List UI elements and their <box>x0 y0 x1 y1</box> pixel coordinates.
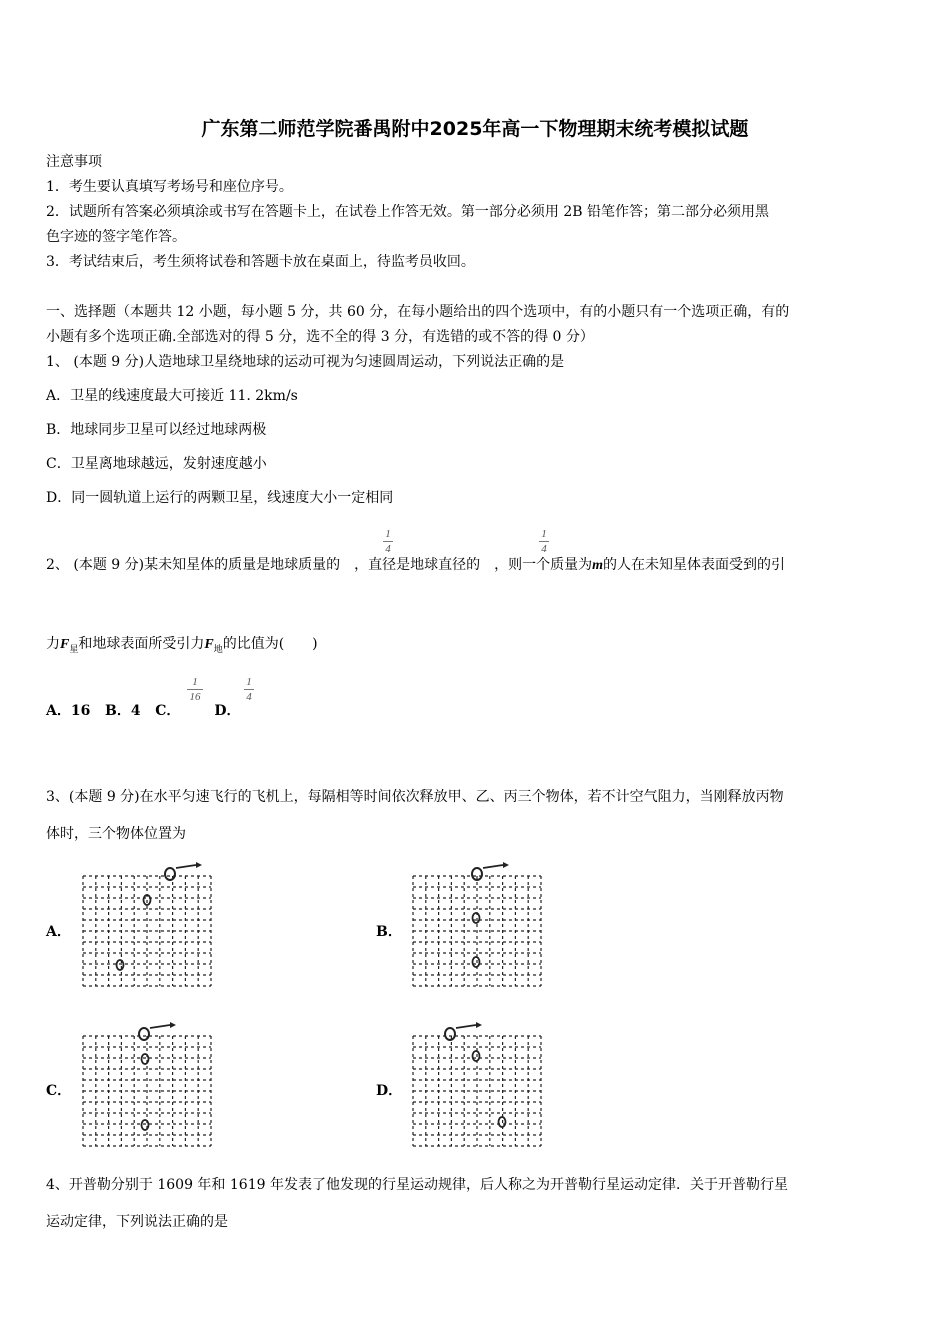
falling-object <box>142 1120 149 1130</box>
falling-object <box>142 1054 149 1064</box>
fraction-numerator: 1 <box>541 528 547 540</box>
dashed-grid <box>413 1036 541 1146</box>
q3-option-b-label: B． <box>376 924 402 940</box>
q3-figure-b <box>410 858 546 992</box>
q2-text: 和地球表面所受引力 <box>78 636 205 652</box>
fraction-denominator: 4 <box>246 691 252 703</box>
q2-stem-part4: 的人在未知星体表面受到的引 <box>602 557 785 573</box>
q2-stem-part2: ，直径是地球直径的 <box>354 557 481 573</box>
q1-option-d: D．同一圆轨道上运行的两颗卫星，线速度大小一定相同 <box>46 490 394 506</box>
falling-object <box>473 957 480 967</box>
q2-text: 的比值为( ) <box>222 636 318 652</box>
q3-option-a-label: A． <box>46 924 71 940</box>
q2-sub-star: 星 <box>69 644 79 655</box>
dashed-grid <box>413 876 541 986</box>
q4-stem: 4、开普勒分别于 1609 年和 1619 年发表了他发现的行星运动规律，后人称之为开普勒行星运动定律．关于开普勒行星 <box>46 1177 788 1193</box>
q2-var-m: m <box>592 558 603 573</box>
q2-option-d-fraction <box>244 676 254 703</box>
section-heading: 一、选择题（本题共 12 小题，每小题 5 分，共 60 分，在每小题给出的四个选项中，有的小题只有一个选项正确，有的 <box>46 304 790 320</box>
q2-options <box>46 701 240 721</box>
q3-option-d-label: D． <box>376 1083 403 1099</box>
notice-item: 3．考试结束后，考生须将试卷和答题卡放在桌面上，待监考员收回。 <box>46 254 475 270</box>
notice-item: 色字迹的签字笔作答。 <box>46 229 186 245</box>
q1-option-c: C．卫星离地球越远，发射速度越小 <box>46 456 267 472</box>
fraction-denominator: 16 <box>189 691 201 703</box>
page-title: 广东第二师范学院番禺附中2025年高一下物理期末统考模拟试题 <box>201 118 749 140</box>
fraction-numerator: 1 <box>246 676 252 688</box>
q2-fraction-diameter <box>539 528 549 555</box>
q2-option-d: D． <box>214 703 241 719</box>
q2-stem-part3: ，则一个质量为 <box>494 557 593 573</box>
q3-stem-cont: 体时，三个物体位置为 <box>46 826 186 842</box>
fraction-numerator: 1 <box>192 676 198 688</box>
airplane-icon <box>139 1022 176 1040</box>
q2-stem-part1: 2、 (本题 9 分)某未知星体的质量是地球质量的 <box>46 557 341 573</box>
q2-stem <box>46 555 785 576</box>
section-heading-cont: 小题有多个选项正确.全部选对的得 5 分，选不全的得 3 分，有选错的或不答的得 0 分） <box>46 329 594 345</box>
notice-item: 1．考生要认真填写考场号和座位序号。 <box>46 179 293 195</box>
q3-figure-d <box>410 1018 546 1152</box>
q2-option-a: A．16 <box>46 703 91 719</box>
q2-option-b: B．4 <box>104 703 141 719</box>
fraction-denominator: 4 <box>385 543 391 555</box>
q1-stem: 1、 (本题 9 分)人造地球卫星绕地球的运动可视为匀速圆周运动，下列说法正确的是 <box>46 354 565 370</box>
notice-item: 2．试题所有答案必须填涂或书写在答题卡上，在试卷上作答无效。第一部分必须用 2B 铅笔作答；第二部分必须用黑 <box>46 204 769 220</box>
q2-stem-line2 <box>46 634 318 660</box>
q2-var-f: F <box>204 637 214 652</box>
falling-object <box>473 913 480 923</box>
falling-object <box>473 1051 480 1061</box>
q3-option-c-label: C． <box>46 1083 72 1099</box>
q2-var-f: F <box>60 637 70 652</box>
dashed-grid <box>83 876 211 986</box>
q2-text: 力 <box>46 636 60 652</box>
q2-option-c-fraction <box>187 676 203 703</box>
q1-option-b: B．地球同步卫星可以经过地球两极 <box>46 422 267 438</box>
q4-stem-cont: 运动定律，下列说法正确的是 <box>46 1214 228 1230</box>
notice-heading: 注意事项 <box>46 154 102 170</box>
q2-fraction-mass <box>383 528 393 555</box>
fraction-numerator: 1 <box>385 528 391 540</box>
falling-object <box>117 960 124 970</box>
fraction-denominator: 4 <box>541 543 547 555</box>
q3-stem: 3、(本题 9 分)在水平匀速飞行的飞机上，每隔相等时间依次释放甲、乙、丙三个物体，若不计空气阻力，当刚释放丙物 <box>46 789 784 805</box>
q3-figure-a <box>80 858 216 992</box>
airplane-icon <box>165 862 202 880</box>
q2-option-c: C． <box>155 703 181 719</box>
q2-sub-earth: 地 <box>213 644 223 655</box>
q1-option-a: A．卫星的线速度最大可接近 11. 2km/s <box>46 388 298 404</box>
q3-figure-c <box>80 1018 216 1152</box>
